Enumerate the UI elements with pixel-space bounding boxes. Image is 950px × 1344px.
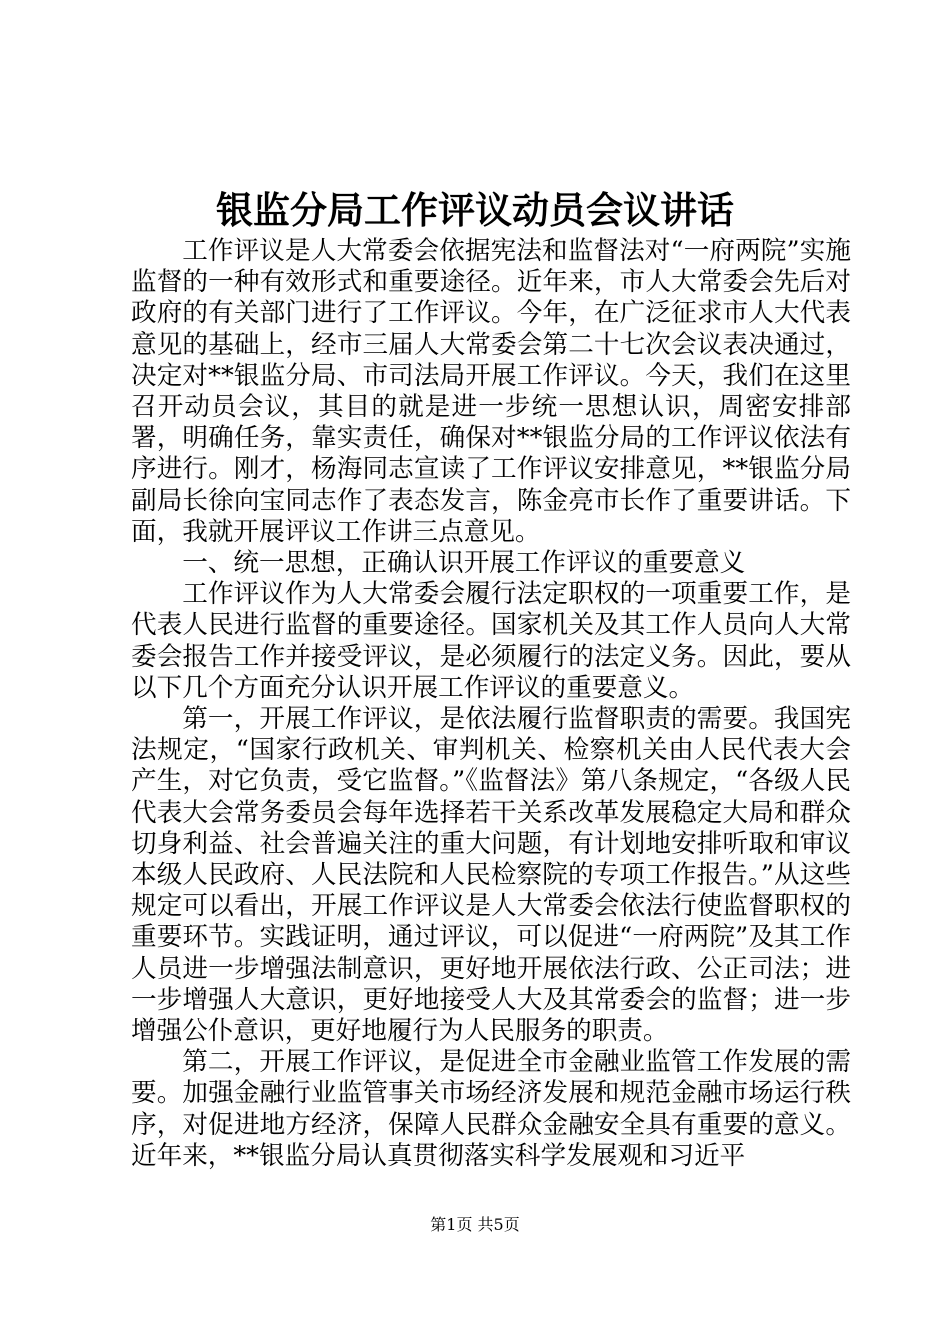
page-number-footer: 第1页 共5页 (430, 1215, 520, 1234)
section-heading-1: 一、统一思想，正确认识开展工作评议的重要意义 (182, 548, 746, 579)
document-body (131, 236, 851, 1172)
paragraph-significance: 工作评议作为人大常委会履行法定职权的一项重要工作，是代表人民进行监督的重要途径。国家机关及其工作人员向人大常委会报告工作并接受评议，是必须履行的法定义务。因此，要从以下几个方面充分认识开展工作评议的重要意义。 (131, 579, 851, 703)
paragraph-intro: 工作评议是人大常委会依据宪法和监督法对“一府两院”实施监督的一种有效形式和重要途径。近年来，市人大常委会先后对政府的有关部门进行了工作评议。今年，在广泛征求市人大代表意见的基础上，经市三届人大常委会第二十七次会议表决通过，决定对**银监分局、市司法局开展工作评议。今天，我们在这里召开动员会议，其目的就是进一步统一思想认识，周密安排部署，明确任务，靠实责任，确保对**银监分局的工作评议依法有序进行。刚才，杨海同志宣读了工作评议安排意见，**银监分局副局长徐向宝同志作了表态发言，陈金亮市长作了重要讲话。下面，我就开展评议工作讲三点意见。 (131, 236, 851, 547)
paragraph-second-point: 第二，开展工作评议，是促进全市金融业监管工作发展的需要。加强金融行业监管事关市场经济发展和规范金融市场运行秩序，对促进地方经济，保障人民群众金融安全具有重要的意义。近年来，**银监分局认真贯彻落实科学发展观和习近平 (131, 1047, 851, 1171)
document-title: 银监分局工作评议动员会议讲话 (216, 188, 734, 232)
paragraph-first-point: 第一，开展工作评议，是依法履行监督职责的需要。我国宪法规定，“国家行政机关、审判机关、检察机关由人民代表大会产生，对它负责，受它监督。”《监督法》第八条规定，“各级人民代表大会常务委员会每年选择若干关系改革发展稳定大局和群众切身利益、社会普遍关注的重大问题，有计划地安排听取和审议本级人民政府、人民法院和人民检察院的专项工作报告。”从这些规定可以看出，开展工作评议是人大常委会依法行使监督职权的重要环节。实践证明，通过评议，可以促进“一府两院”及其工作人员进一步增强法制意识，更好地开展依法行政、公正司法；进一步增强人大意识，更好地接受人大及其常委会的监督；进一步增强公仆意识，更好地履行为人民服务的职责。 (131, 704, 851, 1047)
